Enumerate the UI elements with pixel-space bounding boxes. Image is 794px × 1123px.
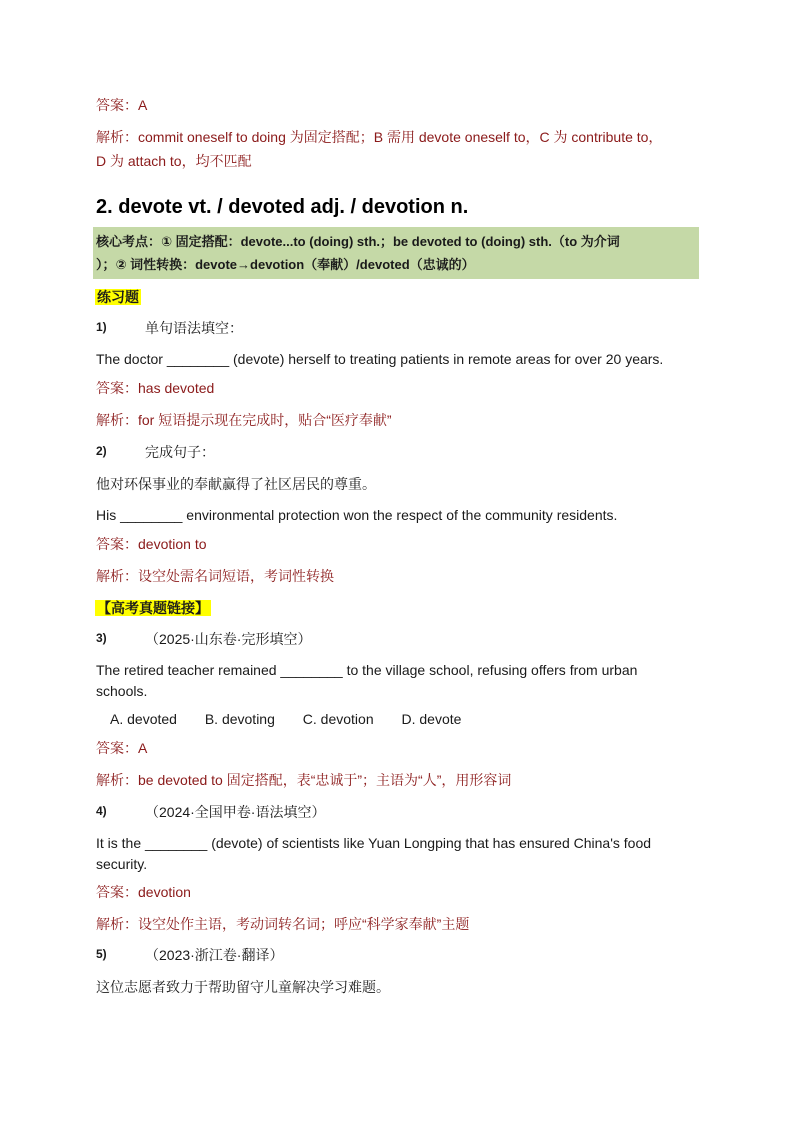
question-sentence-line-1: The retired teacher remained ________ to the village school, refusing offers from urban bbox=[96, 662, 638, 678]
question-sentence-line-2: schools. bbox=[96, 683, 148, 699]
question-chinese-prompt: 他对环保事业的奉献赢得了社区居民的尊重。 bbox=[96, 476, 376, 492]
key-points-line-2: ）；② 词性转换：devote→devotion（奉献）/devoted（忠诚的） bbox=[96, 257, 475, 272]
key-points-line-1: 核心考点：① 固定搭配：devote...to (doing) sth.；be devoted to (doing) sth.（to 为介词 bbox=[96, 234, 620, 249]
question-explanation: 解析：be devoted to 固定搭配，表“忠诚于”；主语为“人”，用形容词 bbox=[96, 772, 512, 788]
question-number: 5) bbox=[96, 947, 107, 961]
question-type: 完成句子： bbox=[145, 444, 215, 460]
gaokao-label-text: 【高考真题链接】 bbox=[97, 600, 209, 616]
answer-options bbox=[110, 711, 485, 727]
question-answer: 答案：A bbox=[96, 740, 148, 756]
practice-label-text: 练习题 bbox=[97, 289, 139, 305]
practice-label bbox=[95, 287, 141, 307]
question-explanation: 解析：设空处需名词短语，考词性转换 bbox=[96, 568, 334, 584]
previous-answer: 答案：A bbox=[96, 97, 148, 113]
question-source: （2024·全国甲卷·语法填空） bbox=[145, 804, 326, 820]
option-c: C. devotion bbox=[302, 711, 374, 727]
question-chinese-prompt: 这位志愿者致力于帮助留守儿童解决学习难题。 bbox=[96, 979, 390, 995]
option-d: D. devote bbox=[401, 711, 462, 727]
gaokao-label bbox=[95, 598, 211, 618]
question-number: 2) bbox=[96, 444, 107, 458]
question-explanation: 解析：for 短语提示现在完成时，贴合“医疗奉献” bbox=[96, 412, 392, 428]
previous-explanation-line-2: D 为 attach to，均不匹配 bbox=[96, 153, 252, 169]
question-answer: 答案：devotion bbox=[96, 884, 191, 900]
question-number: 4) bbox=[96, 804, 107, 818]
question-sentence-line-1: It is the ________ (devote) of scientists like Yuan Longping that has ensured China's food bbox=[96, 835, 652, 851]
question-answer: 答案：devotion to bbox=[96, 536, 207, 552]
question-answer: 答案：has devoted bbox=[96, 380, 215, 396]
previous-explanation-line-1: 解析：commit oneself to doing 为固定搭配；B 需用 devote oneself to，C 为 contribute to， bbox=[96, 129, 663, 145]
question-number: 3) bbox=[96, 631, 107, 645]
question-source: （2023·浙江卷·翻译） bbox=[145, 947, 284, 963]
section-heading: 2. devote vt. / devoted adj. / devotion n. bbox=[96, 196, 469, 218]
question-sentence: The doctor ________ (devote) herself to treating patients in remote areas for over 20 years. bbox=[96, 351, 664, 367]
option-b: B. devoting bbox=[204, 711, 275, 727]
question-sentence-line-2: security. bbox=[96, 856, 148, 872]
question-sentence: His ________ environmental protection won the respect of the community residents. bbox=[96, 507, 618, 523]
question-number: 1) bbox=[96, 320, 107, 334]
option-a: A. devoted bbox=[110, 711, 177, 727]
question-explanation: 解析：设空处作主语，考动词转名词；呼应“科学家奉献”主题 bbox=[96, 916, 470, 932]
question-type: 单句语法填空： bbox=[145, 320, 243, 336]
question-source: （2025·山东卷·完形填空） bbox=[145, 631, 312, 647]
